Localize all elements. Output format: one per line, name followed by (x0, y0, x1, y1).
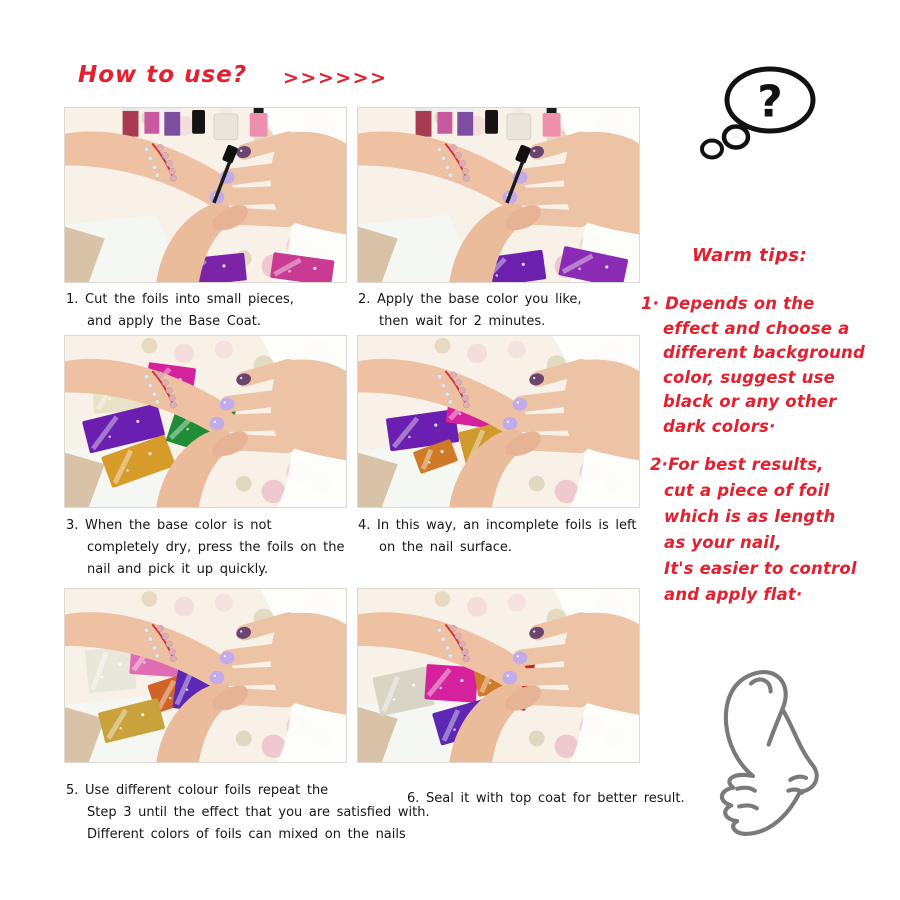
warm-tip-2: 2·For best results, cut a piece of foil which is as length as your nail, It's easier to control and apply flat· (650, 455, 857, 604)
step-3-photo (64, 335, 347, 508)
warm-tips-heading: Warm tips: (692, 245, 808, 266)
step-5-caption: 5. Use different colour foils repeat the Step 3 until the effect that you are satisfied with. Different colors of foils can mixed on the nails (66, 783, 430, 842)
step-6-photo (357, 588, 640, 763)
step-6-caption: 6. Seal it with top coat for better result. (407, 791, 685, 806)
step-1-photo (64, 107, 347, 283)
step-5-photo (64, 588, 347, 763)
step-1-caption: 1. Cut the foils into small pieces, and apply the Base Coat. (66, 292, 294, 329)
thought-bubble-icon (688, 56, 838, 171)
thumbs-up-icon (692, 660, 864, 832)
question-mark: ? (757, 76, 783, 128)
step-4-photo (357, 335, 640, 508)
step-4-caption: 4. In this way, an incomplete foils is left on the nail surface. (358, 518, 637, 555)
page-title: How to use? (78, 62, 248, 88)
warm-tip-1: 1· Depends on the effect and choose a different background color, suggest use black or any other dark colors· (641, 294, 866, 436)
step-2-photo (357, 107, 640, 283)
step-3-caption: 3. When the base color is not completely dry, press the foils on the nail and pick it up quickly. (66, 518, 345, 577)
step-2-caption: 2. Apply the base color you like, then wait for 2 minutes. (358, 292, 582, 329)
title-arrows: >>>>>> (283, 67, 388, 89)
